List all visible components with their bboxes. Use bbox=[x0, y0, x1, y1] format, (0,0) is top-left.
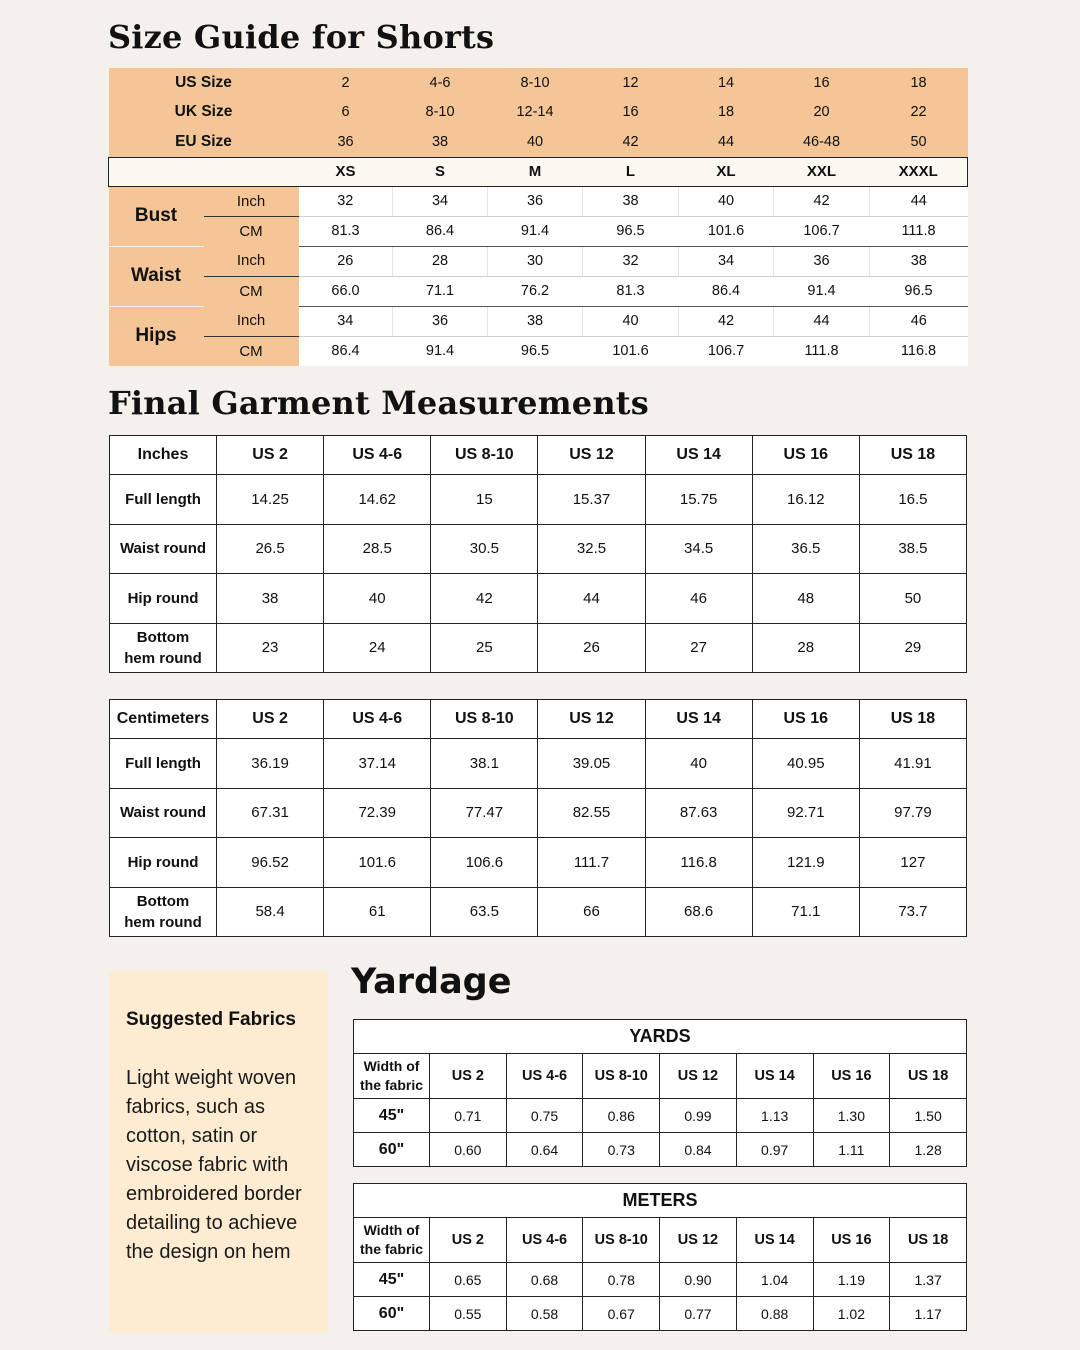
size-guide-title: Size Guide for Shorts bbox=[108, 18, 495, 56]
measure-value: 67.31 bbox=[217, 788, 324, 838]
table-row bbox=[110, 574, 967, 624]
measure-value: 116.8 bbox=[645, 838, 752, 888]
column-header: US 14 bbox=[736, 1218, 813, 1263]
size-system-label: EU Size bbox=[109, 127, 299, 157]
body-measure-row bbox=[109, 216, 968, 246]
measure-value: 34 bbox=[299, 306, 393, 336]
size-value: 16 bbox=[774, 68, 870, 98]
measure-value: 127 bbox=[859, 838, 966, 888]
measure-value: 23 bbox=[217, 623, 324, 673]
yardage-value: 0.97 bbox=[736, 1133, 813, 1167]
size-value: 12 bbox=[583, 68, 679, 98]
header-row bbox=[354, 1054, 967, 1099]
header-row bbox=[110, 700, 967, 739]
size-value: 46-48 bbox=[774, 127, 870, 157]
garment-inches-table bbox=[109, 435, 967, 673]
garment-centimeters-table bbox=[109, 699, 967, 937]
measure-value: 32 bbox=[583, 246, 679, 276]
size-value: 4-6 bbox=[393, 68, 488, 98]
unit-label: Inch bbox=[204, 186, 299, 216]
size-value: 12-14 bbox=[488, 98, 583, 128]
column-header: US 8-10 bbox=[583, 1218, 660, 1263]
body-measure-row bbox=[109, 246, 968, 276]
row-label: Waist round bbox=[110, 524, 217, 574]
measure-value: 116.8 bbox=[870, 336, 968, 366]
column-header: US 16 bbox=[752, 700, 859, 739]
row-label: Full length bbox=[110, 475, 217, 525]
letter-size-corner bbox=[109, 157, 299, 186]
measure-value: 63.5 bbox=[431, 887, 538, 937]
yardage-value: 0.71 bbox=[430, 1099, 507, 1133]
measure-value: 121.9 bbox=[752, 838, 859, 888]
yardage-value: 1.28 bbox=[890, 1133, 967, 1167]
yardage-value: 1.30 bbox=[813, 1099, 890, 1133]
measure-value: 42 bbox=[431, 574, 538, 624]
size-value: 18 bbox=[679, 98, 774, 128]
column-header: US 4-6 bbox=[324, 436, 431, 475]
yardage-meters-table bbox=[353, 1183, 967, 1331]
measure-value: 24 bbox=[324, 623, 431, 673]
measure-value: 38 bbox=[583, 186, 679, 216]
table-row bbox=[354, 1099, 967, 1133]
size-system-label: US Size bbox=[109, 68, 299, 98]
measure-value: 39.05 bbox=[538, 739, 645, 789]
measure-value: 36.5 bbox=[752, 524, 859, 574]
measure-value: 41.91 bbox=[859, 739, 966, 789]
measure-value: 16.12 bbox=[752, 475, 859, 525]
measure-value: 91.4 bbox=[393, 336, 488, 366]
measure-value: 96.5 bbox=[583, 216, 679, 246]
column-header: US 2 bbox=[430, 1054, 507, 1099]
measure-value: 15 bbox=[431, 475, 538, 525]
measure-value: 26.5 bbox=[217, 524, 324, 574]
caption-row bbox=[354, 1020, 967, 1054]
measure-value: 96.5 bbox=[870, 276, 968, 306]
measure-value: 86.4 bbox=[393, 216, 488, 246]
measure-value: 40 bbox=[645, 739, 752, 789]
measure-value: 46 bbox=[645, 574, 752, 624]
size-value: 8-10 bbox=[488, 68, 583, 98]
measure-value: 25 bbox=[431, 623, 538, 673]
size-value: 16 bbox=[583, 98, 679, 128]
suggested-fabrics-title: Suggested Fabrics bbox=[126, 1009, 296, 1030]
measure-value: 42 bbox=[679, 306, 774, 336]
letter-size: S bbox=[393, 157, 488, 186]
measure-value: 86.4 bbox=[299, 336, 393, 366]
body-measure-label: Hips bbox=[109, 306, 204, 366]
measure-value: 36 bbox=[488, 186, 583, 216]
yardage-value: 0.75 bbox=[506, 1099, 583, 1133]
body-measure-row bbox=[109, 186, 968, 216]
yardage-value: 1.04 bbox=[736, 1263, 813, 1297]
column-header: US 14 bbox=[645, 436, 752, 475]
table-row bbox=[110, 788, 967, 838]
table-row bbox=[354, 1297, 967, 1331]
yardage-value: 1.02 bbox=[813, 1297, 890, 1331]
measure-value: 40 bbox=[679, 186, 774, 216]
measure-value: 106.7 bbox=[774, 216, 870, 246]
unit-label: Inch bbox=[204, 246, 299, 276]
row-label: Bottom hem round bbox=[110, 623, 217, 673]
measure-value: 92.71 bbox=[752, 788, 859, 838]
yardage-value: 0.55 bbox=[430, 1297, 507, 1331]
yardage-value: 0.88 bbox=[736, 1297, 813, 1331]
measure-value: 26 bbox=[299, 246, 393, 276]
measure-value: 50 bbox=[859, 574, 966, 624]
column-header: US 14 bbox=[645, 700, 752, 739]
measure-value: 34.5 bbox=[645, 524, 752, 574]
measure-value: 16.5 bbox=[859, 475, 966, 525]
yardage-value: 0.73 bbox=[583, 1133, 660, 1167]
column-header: US 18 bbox=[890, 1054, 967, 1099]
yardage-value: 1.13 bbox=[736, 1099, 813, 1133]
measure-value: 101.6 bbox=[583, 336, 679, 366]
column-header: US 14 bbox=[736, 1054, 813, 1099]
measure-value: 96.52 bbox=[217, 838, 324, 888]
table-caption: YARDS bbox=[354, 1020, 967, 1054]
measure-value: 42 bbox=[774, 186, 870, 216]
table-row bbox=[354, 1133, 967, 1167]
measure-value: 96.5 bbox=[488, 336, 583, 366]
yardage-value: 0.60 bbox=[430, 1133, 507, 1167]
table-row bbox=[110, 739, 967, 789]
column-header: US 12 bbox=[660, 1218, 737, 1263]
column-header: US 16 bbox=[752, 436, 859, 475]
measure-value: 36 bbox=[393, 306, 488, 336]
yardage-value: 1.17 bbox=[890, 1297, 967, 1331]
measure-value: 101.6 bbox=[679, 216, 774, 246]
measure-value: 32.5 bbox=[538, 524, 645, 574]
measure-value: 36.19 bbox=[217, 739, 324, 789]
column-header: US 12 bbox=[538, 700, 645, 739]
size-conversion-row bbox=[109, 127, 968, 157]
measure-value: 26 bbox=[538, 623, 645, 673]
size-value: 50 bbox=[870, 127, 968, 157]
measure-value: 111.7 bbox=[538, 838, 645, 888]
column-header: US 4-6 bbox=[324, 700, 431, 739]
measure-value: 28 bbox=[752, 623, 859, 673]
column-header: US 16 bbox=[813, 1218, 890, 1263]
yardage-value: 0.78 bbox=[583, 1263, 660, 1297]
yardage-value: 1.37 bbox=[890, 1263, 967, 1297]
yardage-value: 0.86 bbox=[583, 1099, 660, 1133]
column-header: US 8-10 bbox=[431, 700, 538, 739]
letter-size: XXL bbox=[774, 157, 870, 186]
size-system-label: UK Size bbox=[109, 98, 299, 128]
column-header: US 18 bbox=[890, 1218, 967, 1263]
table-row bbox=[110, 887, 967, 937]
measure-value: 66 bbox=[538, 887, 645, 937]
column-header: US 2 bbox=[217, 700, 324, 739]
measure-value: 111.8 bbox=[870, 216, 968, 246]
yardage-value: 0.67 bbox=[583, 1297, 660, 1331]
unit-label: Centimeters bbox=[110, 700, 217, 739]
unit-label: Inches bbox=[110, 436, 217, 475]
column-header: US 2 bbox=[430, 1218, 507, 1263]
size-value: 40 bbox=[488, 127, 583, 157]
size-conversion-row bbox=[109, 98, 968, 128]
measure-value: 87.63 bbox=[645, 788, 752, 838]
measure-value: 44 bbox=[870, 186, 968, 216]
unit-label: CM bbox=[204, 276, 299, 306]
measure-value: 38.5 bbox=[859, 524, 966, 574]
measure-value: 71.1 bbox=[752, 887, 859, 937]
measure-value: 111.8 bbox=[774, 336, 870, 366]
measure-value: 40 bbox=[583, 306, 679, 336]
measure-value: 106.6 bbox=[431, 838, 538, 888]
yardage-yards-table bbox=[353, 1019, 967, 1167]
column-header: US 12 bbox=[660, 1054, 737, 1099]
yardage-title: Yardage bbox=[351, 962, 512, 1002]
measure-value: 82.55 bbox=[538, 788, 645, 838]
row-label: Waist round bbox=[110, 788, 217, 838]
measure-value: 101.6 bbox=[324, 838, 431, 888]
measure-value: 66.0 bbox=[299, 276, 393, 306]
column-header: US 2 bbox=[217, 436, 324, 475]
measure-value: 44 bbox=[538, 574, 645, 624]
column-header: US 16 bbox=[813, 1054, 890, 1099]
yardage-value: 0.58 bbox=[506, 1297, 583, 1331]
row-label: Bottom hem round bbox=[110, 887, 217, 937]
size-value: 14 bbox=[679, 68, 774, 98]
measure-value: 30.5 bbox=[431, 524, 538, 574]
letter-size: L bbox=[583, 157, 679, 186]
column-header: US 18 bbox=[859, 436, 966, 475]
size-value: 22 bbox=[870, 98, 968, 128]
table-row bbox=[110, 475, 967, 525]
measure-value: 68.6 bbox=[645, 887, 752, 937]
measure-value: 106.7 bbox=[679, 336, 774, 366]
yardage-value: 0.65 bbox=[430, 1263, 507, 1297]
measure-value: 77.47 bbox=[431, 788, 538, 838]
measure-value: 30 bbox=[488, 246, 583, 276]
size-value: 20 bbox=[774, 98, 870, 128]
measure-value: 28 bbox=[393, 246, 488, 276]
size-value: 6 bbox=[299, 98, 393, 128]
width-label: Width of the fabric bbox=[354, 1054, 430, 1099]
column-header: US 4-6 bbox=[506, 1218, 583, 1263]
measure-value: 48 bbox=[752, 574, 859, 624]
size-conversion-row bbox=[109, 68, 968, 98]
caption-row bbox=[354, 1184, 967, 1218]
measure-value: 38 bbox=[488, 306, 583, 336]
yardage-value: 1.50 bbox=[890, 1099, 967, 1133]
yardage-value: 0.77 bbox=[660, 1297, 737, 1331]
letter-size: M bbox=[488, 157, 583, 186]
table-row bbox=[110, 838, 967, 888]
column-header: US 8-10 bbox=[583, 1054, 660, 1099]
measure-value: 27 bbox=[645, 623, 752, 673]
fabric-width: 60" bbox=[354, 1297, 430, 1331]
letter-size: XL bbox=[679, 157, 774, 186]
header-row bbox=[110, 436, 967, 475]
measure-value: 61 bbox=[324, 887, 431, 937]
measure-value: 46 bbox=[870, 306, 968, 336]
yardage-value: 0.99 bbox=[660, 1099, 737, 1133]
measure-value: 97.79 bbox=[859, 788, 966, 838]
measure-value: 86.4 bbox=[679, 276, 774, 306]
row-label: Full length bbox=[110, 739, 217, 789]
letter-size-row bbox=[109, 157, 968, 186]
fabric-width: 45" bbox=[354, 1099, 430, 1133]
measure-value: 76.2 bbox=[488, 276, 583, 306]
measure-value: 15.37 bbox=[538, 475, 645, 525]
table-row bbox=[354, 1263, 967, 1297]
measure-value: 37.14 bbox=[324, 739, 431, 789]
fabric-width: 45" bbox=[354, 1263, 430, 1297]
body-measure-label: Waist bbox=[109, 246, 204, 306]
measure-value: 40 bbox=[324, 574, 431, 624]
yardage-value: 1.11 bbox=[813, 1133, 890, 1167]
yardage-value: 0.84 bbox=[660, 1133, 737, 1167]
fabric-width: 60" bbox=[354, 1133, 430, 1167]
measure-value: 81.3 bbox=[299, 216, 393, 246]
measure-value: 38 bbox=[217, 574, 324, 624]
size-value: 38 bbox=[393, 127, 488, 157]
row-label: Hip round bbox=[110, 574, 217, 624]
column-header: US 12 bbox=[538, 436, 645, 475]
table-caption: METERS bbox=[354, 1184, 967, 1218]
body-measure-row bbox=[109, 336, 968, 366]
measure-value: 28.5 bbox=[324, 524, 431, 574]
yardage-value: 0.90 bbox=[660, 1263, 737, 1297]
body-measure-label: Bust bbox=[109, 186, 204, 246]
unit-label: Inch bbox=[204, 306, 299, 336]
size-value: 18 bbox=[870, 68, 968, 98]
size-value: 42 bbox=[583, 127, 679, 157]
size-value: 36 bbox=[299, 127, 393, 157]
yardage-value: 0.68 bbox=[506, 1263, 583, 1297]
unit-label: CM bbox=[204, 336, 299, 366]
measure-value: 29 bbox=[859, 623, 966, 673]
column-header: US 8-10 bbox=[431, 436, 538, 475]
body-measure-row bbox=[109, 306, 968, 336]
row-label: Hip round bbox=[110, 838, 217, 888]
body-measure-row bbox=[109, 276, 968, 306]
column-header: US 4-6 bbox=[506, 1054, 583, 1099]
measure-value: 38.1 bbox=[431, 739, 538, 789]
measure-value: 44 bbox=[774, 306, 870, 336]
yardage-value: 0.64 bbox=[506, 1133, 583, 1167]
measure-value: 40.95 bbox=[752, 739, 859, 789]
letter-size: XS bbox=[299, 157, 393, 186]
measure-value: 15.75 bbox=[645, 475, 752, 525]
garment-title: Final Garment Measurements bbox=[108, 384, 649, 422]
measure-value: 58.4 bbox=[217, 887, 324, 937]
table-row bbox=[110, 623, 967, 673]
size-value: 8-10 bbox=[393, 98, 488, 128]
measure-value: 32 bbox=[299, 186, 393, 216]
suggested-fabrics-panel bbox=[109, 971, 328, 1333]
yardage-value: 1.19 bbox=[813, 1263, 890, 1297]
suggested-fabrics-text: Light weight woven fabrics, such as cotton, satin or viscose fabric with embroidered border detailing to achieve the design on hem bbox=[126, 1067, 302, 1263]
letter-size: XXXL bbox=[870, 157, 968, 186]
measure-value: 34 bbox=[393, 186, 488, 216]
measure-value: 91.4 bbox=[774, 276, 870, 306]
measure-value: 36 bbox=[774, 246, 870, 276]
measure-value: 73.7 bbox=[859, 887, 966, 937]
unit-label: CM bbox=[204, 216, 299, 246]
measure-value: 34 bbox=[679, 246, 774, 276]
measure-value: 91.4 bbox=[488, 216, 583, 246]
measure-value: 38 bbox=[870, 246, 968, 276]
size-guide-table bbox=[108, 68, 968, 366]
measure-value: 71.1 bbox=[393, 276, 488, 306]
measure-value: 81.3 bbox=[583, 276, 679, 306]
header-row bbox=[354, 1218, 967, 1263]
column-header: US 18 bbox=[859, 700, 966, 739]
measure-value: 14.62 bbox=[324, 475, 431, 525]
size-value: 44 bbox=[679, 127, 774, 157]
table-row bbox=[110, 524, 967, 574]
width-label: Width of the fabric bbox=[354, 1218, 430, 1263]
measure-value: 14.25 bbox=[217, 475, 324, 525]
measure-value: 72.39 bbox=[324, 788, 431, 838]
size-value: 2 bbox=[299, 68, 393, 98]
